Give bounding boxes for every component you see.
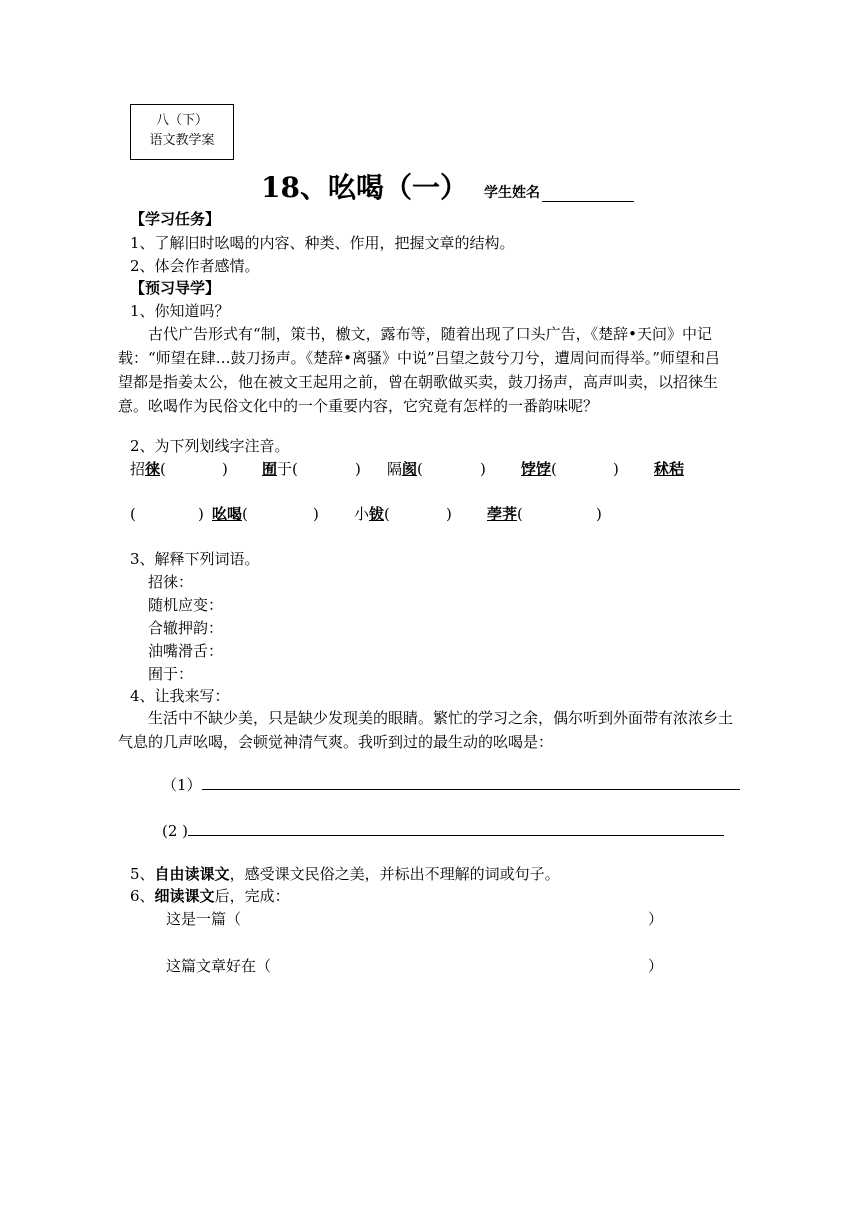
task-item: 2、体会作者感情。 <box>130 257 260 275</box>
underlined-char: 秫秸 <box>654 460 685 478</box>
subject-label: 语文教学案 <box>149 133 215 148</box>
student-name-blank[interactable] <box>542 187 634 202</box>
fill-item-2: 这篇文章好在（ <box>166 957 272 975</box>
underlined-char: 阂 <box>402 460 418 478</box>
write-passage: 生活中不缺少美，只是缺少发现美的眼睛。繁忙的学习之余，偶尔听到外面带有浓浓乡土气息的几声吆喝，会顿觉神清气爽。我听到过的最生动的吆喝是： <box>118 709 734 751</box>
page-title: 18、吆喝（一） <box>261 171 468 204</box>
pinyin-item: 隔阂( <box>387 460 423 478</box>
pinyin-item: 荸荠( <box>487 505 523 523</box>
underlined-char: 钹 <box>369 505 385 523</box>
pinyin-item: 吆喝( <box>212 505 248 523</box>
term-item: 招徕： <box>148 573 194 591</box>
question-2: 2、为下列划线字注音。 <box>130 437 290 455</box>
pinyin-close: ) <box>480 460 486 478</box>
answer-blank-1 <box>162 773 740 797</box>
term-item: 油嘴滑舌： <box>148 642 224 660</box>
pinyin-item <box>654 458 684 481</box>
task-item: 1、了解旧时吆喝的内容、种类、作用，把握文章的结构。 <box>130 234 515 252</box>
underlined-char: 囿 <box>262 460 278 478</box>
pinyin-item: 囿于( <box>262 460 298 478</box>
term-item: 囿于： <box>148 665 194 683</box>
fill-item-1: 这是一篇（ <box>166 910 242 928</box>
tasks-heading: 【学习任务】 <box>130 210 221 228</box>
question-6: 6、细读课文后，完成： <box>130 887 290 905</box>
pinyin-item: 招徕( <box>130 460 166 478</box>
question-5: 5、自由读课文，感受课文民俗之美，并标出不理解的词或句子。 <box>130 865 560 883</box>
underlined-char: 饽饽 <box>521 460 552 478</box>
fill-close-1: ） <box>648 910 664 928</box>
question-4: 4、让我来写： <box>130 687 230 705</box>
pinyin-close: ) <box>222 460 228 478</box>
underlined-char: 吆喝 <box>212 505 243 523</box>
pinyin-open: ( <box>130 505 136 523</box>
pinyin-close: ) <box>446 505 452 523</box>
pinyin-close: ) <box>198 505 204 523</box>
blank-label: （1） <box>162 776 202 794</box>
intro-passage: 古代广告形式有“制，策书，檄文，露布等，随着出现了口头广告，《楚辞•天问》中记载：“师望在肆…鼓刀扬声。《楚辞•离骚》中说”吕望之鼓兮刀兮，遭周问而得举。”师望和吕望都是指姜太公，他在被文王起用之前，曾在朝歌做买卖，鼓刀扬声，高声叫卖，以招徕生意。吆喝作为民俗文化中的一个重要内容，它究竟有怎样的一番韵味呢？ <box>118 325 720 415</box>
grade-label: 八（下） <box>155 113 208 128</box>
term-item: 随机应变： <box>148 596 224 614</box>
q5-emphasis: 自由读课文 <box>154 865 230 883</box>
underlined-char: 荸荠 <box>487 505 518 523</box>
answer-blank-2 <box>162 819 724 843</box>
student-name <box>484 182 634 202</box>
pinyin-item: 小钹( <box>354 505 390 523</box>
pinyin-item: 饽饽( <box>521 460 557 478</box>
fill-close-2: ） <box>648 957 664 975</box>
question-1: 1、你知道吗？ <box>130 302 230 320</box>
pinyin-close: ) <box>613 460 619 478</box>
preview-heading: 【预习导学】 <box>130 279 221 297</box>
pinyin-close: ) <box>313 505 319 523</box>
answer-line[interactable] <box>202 773 740 790</box>
q6-emphasis: 细读课文 <box>154 887 215 905</box>
answer-line[interactable] <box>188 819 724 836</box>
question-3: 3、解释下列词语。 <box>130 550 260 568</box>
pinyin-close: ) <box>596 505 602 523</box>
student-name-label: 学生姓名 <box>484 185 540 201</box>
blank-label: (2 ) <box>162 822 189 840</box>
underlined-char: 徕 <box>145 460 161 478</box>
grade-box <box>130 104 234 160</box>
pinyin-close: ) <box>355 460 361 478</box>
term-item: 合辙押韵： <box>148 619 224 637</box>
